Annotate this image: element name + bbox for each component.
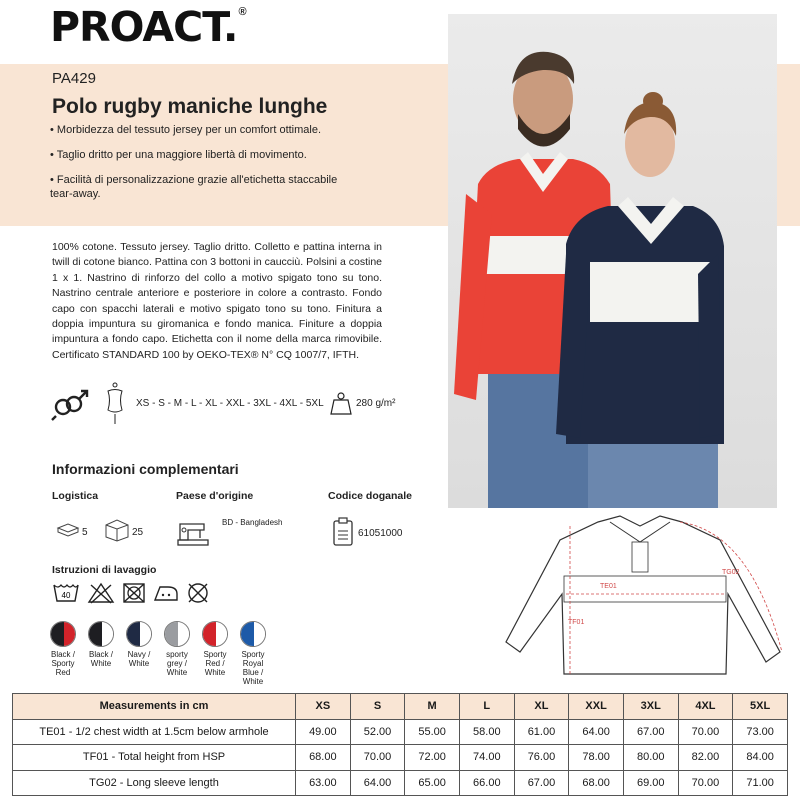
color-label: sporty grey / White (166, 650, 188, 677)
table-header-row (13, 694, 788, 720)
feature-item: • Taglio dritto per una maggiore libertà di movimento. (50, 149, 307, 161)
table-cell: 63.00 (296, 770, 351, 796)
swatch-right (254, 622, 266, 647)
wash-temp: 40 (61, 591, 71, 600)
feature-item: • Facilità di personalizzazione grazie all'etichetta staccabile tear-away. (50, 174, 338, 200)
washing-title: Istruzioni di lavaggio (52, 564, 157, 576)
row-label: TG02 - Long sleeve length (13, 770, 296, 796)
table-cell: 67.00 (623, 719, 678, 745)
swatch-right (216, 622, 228, 647)
origin-value: BD - Bangladesh (222, 518, 283, 527)
color-swatch-sporty-royal-blue-white[interactable] (240, 621, 266, 647)
fabric-weight: 280 g/m² (356, 398, 396, 409)
table-cell: 49.00 (296, 719, 351, 745)
feature-list (50, 123, 360, 212)
clipboard-icon (332, 517, 354, 547)
table-cell: 69.00 (623, 770, 678, 796)
swatch-left (165, 622, 178, 647)
diagram-tf-label: TF01 (568, 619, 585, 626)
color-swatch-black-sporty-red[interactable] (50, 621, 76, 647)
swatch-right (102, 622, 114, 647)
pack-icon (56, 522, 80, 538)
product-code: PA429 (52, 70, 96, 87)
gender-icon (50, 388, 92, 422)
swatch-left (51, 622, 64, 647)
brand-logo (50, 4, 247, 50)
table-cell: 64.00 (350, 770, 405, 796)
diagram-te-label: TE01 (600, 583, 617, 590)
product-description: 100% cotone. Tessuto jersey. Taglio dritto. Colletto e pattina interna in twill di cotone bianco. Pattina con 3 bottoni in caucciù. Polsini a costine 1 x 1. Nastrino di rinforzo del collo a motivo spigato tono su tono. Nastrino centrale anteriore e posteriore in colore a contrasto. Fondo capo con spacchi laterali e motivo spigato tono su tono. Finitura a doppia impuntura su giromanica e fondo manica. Finiture a doppia impuntura a fondo capo. Etichetta con il nome della marca rimovibile. Certificato STANDARD 100 by OEKO-TEX® N° CQ 1007/7, IFTH. (52, 241, 382, 361)
table-cell: 78.00 (569, 745, 624, 771)
brand-name: PROACT. (50, 3, 238, 51)
color-label: Navy / White (127, 650, 151, 668)
table-cell: 84.00 (733, 745, 788, 771)
table-row (13, 745, 788, 771)
color-label: Black / Sporty Red (50, 650, 75, 677)
color-swatch-navy-white[interactable] (126, 621, 152, 647)
origin-label: Paese d'origine (176, 490, 254, 502)
table-cell: 70.00 (678, 770, 733, 796)
table-cell: 55.00 (405, 719, 460, 745)
swatch-left (127, 622, 140, 647)
column-header: L (459, 694, 514, 720)
swatch-left (203, 622, 216, 647)
logistics-box-count: 25 (132, 527, 144, 538)
column-header: XXL (569, 694, 624, 720)
mannequin-icon (102, 382, 128, 426)
color-swatch-sporty-grey-white[interactable] (164, 621, 190, 647)
row-label: TF01 - Total height from HSP (13, 745, 296, 771)
color-swatch-sporty-red-white[interactable] (202, 621, 228, 647)
product-title: Polo rugby maniche lunghe (52, 95, 328, 118)
diagram-tg-label: TG02 (722, 569, 740, 576)
table-cell: 74.00 (459, 745, 514, 771)
measurement-diagram (490, 512, 790, 692)
table-cell: 71.00 (733, 770, 788, 796)
models-illustration (448, 14, 777, 508)
size-range: XS - S - M - L - XL - XXL - 3XL - 4XL - 5XL (136, 398, 324, 409)
customs-value: 61051000 (358, 528, 403, 539)
table-cell: 76.00 (514, 745, 569, 771)
registered-mark: ® (238, 6, 247, 18)
swatch-left (89, 622, 102, 647)
swatch-right (64, 622, 76, 647)
feature-item: • Morbidezza del tessuto jersey per un comfort ottimale. (50, 124, 322, 136)
table-cell: 82.00 (678, 745, 733, 771)
wash-40-icon (52, 582, 80, 604)
measurements-table (12, 693, 788, 796)
color-label: Sporty Royal Blue / White (241, 650, 265, 686)
spec-row (50, 386, 410, 422)
swatch-left (241, 622, 254, 647)
column-header: S (350, 694, 405, 720)
table-cell: 72.00 (405, 745, 460, 771)
table-cell: 58.00 (459, 719, 514, 745)
column-header: XS (296, 694, 351, 720)
table-row (13, 770, 788, 796)
weight-icon (330, 392, 352, 416)
table-cell: 52.00 (350, 719, 405, 745)
table-cell: 65.00 (405, 770, 460, 796)
table-cell: 61.00 (514, 719, 569, 745)
table-cell: 80.00 (623, 745, 678, 771)
logistics-pack-count: 5 (82, 527, 88, 538)
table-cell: 70.00 (350, 745, 405, 771)
table-row (13, 719, 788, 745)
sewing-machine-icon (176, 516, 210, 548)
column-header: M (405, 694, 460, 720)
table-cell: 64.00 (569, 719, 624, 745)
no-dry-clean-icon (186, 581, 210, 605)
no-tumble-dry-icon (122, 582, 146, 604)
column-header: 5XL (733, 694, 788, 720)
color-label: Black / White (88, 650, 113, 668)
color-label: Sporty Red / White (203, 650, 227, 677)
column-header: 3XL (623, 694, 678, 720)
product-photo (448, 14, 777, 508)
column-header: Measurements in cm (13, 694, 296, 720)
carton-icon (104, 518, 130, 542)
table-cell: 70.00 (678, 719, 733, 745)
customs-label: Codice doganale (328, 490, 413, 502)
swatch-right (140, 622, 152, 647)
logistics-label: Logistica (52, 490, 99, 502)
table-cell: 66.00 (459, 770, 514, 796)
complementary-title: Informazioni complementari (52, 461, 239, 477)
no-bleach-icon (87, 582, 115, 604)
color-swatch-black-white[interactable] (88, 621, 114, 647)
table-cell: 73.00 (733, 719, 788, 745)
table-cell: 68.00 (569, 770, 624, 796)
swatch-right (178, 622, 190, 647)
column-header: XL (514, 694, 569, 720)
table-cell: 67.00 (514, 770, 569, 796)
iron-medium-icon (152, 582, 180, 604)
column-header: 4XL (678, 694, 733, 720)
row-label: TE01 - 1/2 chest width at 1.5cm below armhole (13, 719, 296, 745)
table-cell: 68.00 (296, 745, 351, 771)
